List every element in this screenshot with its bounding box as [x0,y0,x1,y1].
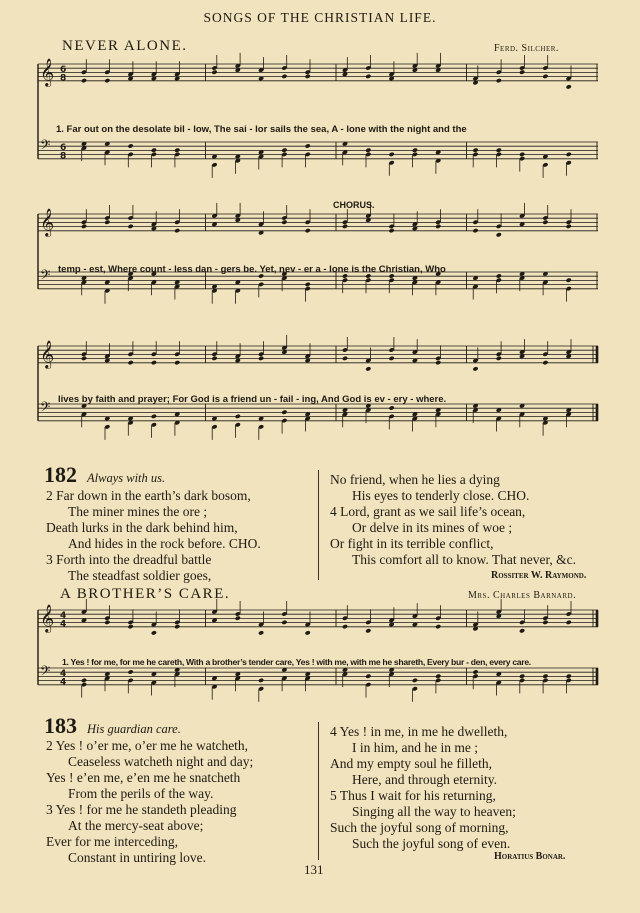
verse-line: His eyes to tenderly close. CHO. [352,488,530,503]
svg-text:4: 4 [60,677,67,688]
hymn-182-heading [44,462,165,488]
chorus-label: CHORUS. [333,200,375,210]
svg-text:4: 4 [60,669,67,679]
verse-line: No friend, when he lies a dying [330,472,500,487]
composer-silcher: Ferd. Silcher. [494,43,559,54]
verse-line: This comfort all to know. That never, &c. [352,552,577,567]
verse-line: And hides in the rock before. CHO. [68,536,261,551]
verse-line: I in him, and he in me ; [352,740,478,755]
svg-text:𝄢: 𝄢 [40,137,51,156]
lyric-line-1: 1. Far out on the desolate bil - low, The sai - lor sails the sea, A - lone with the night and the [56,124,467,135]
verse-line: Singing all the way to heaven; [352,804,516,819]
verse-line: 3 Forth into the dreadful battle [46,552,212,567]
verse-line: Yes ! e’en me, e’en me he snatcheth [46,770,241,785]
hymn-number: 183 [44,713,77,738]
verse-line: 2 Yes ! o’er me, o’er me he watcheth, [46,738,249,753]
verse-line: Here, and through eternity. [352,772,497,787]
svg-text:8: 8 [60,73,67,84]
svg-text:4: 4 [60,611,67,621]
verse-line: 3 Yes ! for me he standeth pleading [46,802,237,817]
verse-line: Or fight in its terrible conflict, [330,536,494,551]
hymn-183-right-column [330,724,516,852]
lyric-line-3: lives by faith and prayer; For God is a friend un - fail - ing, And God is ev - ery - where. [58,394,447,405]
verse-line: The miner mines the ore ; [68,504,208,519]
page-number: 131 [304,862,324,877]
staff-graphics [38,335,598,440]
hymn-subtitle: His guardian care. [87,722,181,736]
composer-barnard: Mrs. Charles Barnard. [468,590,577,601]
staff-graphics [38,53,598,178]
hymn-title-brothers-care: A BROTHER’S CARE. [60,586,231,602]
svg-text:4: 4 [60,619,67,630]
lyric-line-brothers-care: 1. Yes ! for me, for me he careth, With a brother’s tender care, Yes ! with me, with me he shareth, Every bur - den, every care. [62,657,531,667]
page-header: SONGS OF THE CHRISTIAN LIFE. [203,10,437,25]
svg-text:6: 6 [60,143,67,153]
verse-line: 5 Thus I wait for his returning, [330,788,496,803]
verse-line: 2 Far down in the earth’s dark bosom, [46,488,251,503]
svg-text:𝄢: 𝄢 [40,663,51,682]
hymn-title-never-alone: NEVER ALONE. [62,38,188,54]
verse-line: The steadfast soldier goes, [68,568,212,583]
svg-text:6: 6 [60,65,67,75]
verse-line: Ceaseless watcheth night and day; [68,754,254,769]
author-bonar: Horatius Bonar. [494,851,566,862]
verse-line: Death lurks in the dark behind him, [46,520,238,535]
hymn-number: 182 [44,462,77,487]
verse-line: Or delve in its mines of woe ; [352,520,513,535]
verse-line: Ever for me interceding, [46,834,178,849]
verse-line: At the mercy-seat above; [68,818,204,833]
svg-text:𝄞: 𝄞 [40,208,55,236]
author-raymond: Rossiter W. Raymond. [491,570,587,581]
verse-line: Such the joyful song of even. [352,836,511,851]
verse-line: Constant in untiring love. [68,850,206,865]
verse-line: 4 Yes ! in me, in me he dwelleth, [330,724,508,739]
svg-text:8: 8 [60,151,67,162]
lyric-line-2: temp - est, Where count - less dan - gers be. Yet, nev - er a - lone is the Christian, Who [58,264,446,275]
svg-text:𝄞: 𝄞 [40,604,55,632]
hymn-183-left-column [46,738,253,866]
svg-text:𝄢: 𝄢 [40,399,51,418]
svg-text:𝄞: 𝄞 [40,58,55,86]
verse-line: From the perils of the way. [68,786,214,801]
staff-graphics [38,203,598,304]
staff-graphics [38,599,598,702]
column-divider [318,470,319,580]
svg-text:𝄞: 𝄞 [40,340,55,368]
hymn-183-heading [44,713,181,739]
svg-text:𝄢: 𝄢 [40,267,51,286]
verse-line: And my empty soul he filleth, [330,756,492,771]
hymn-182-right-column [330,472,576,568]
hymn-subtitle: Always with us. [87,471,166,485]
column-divider [318,722,319,860]
verse-line: Such the joyful song of morning, [330,820,509,835]
hymn-182-left-column [46,488,261,584]
verse-line: 4 Lord, grant as we sail life’s ocean, [330,504,526,519]
